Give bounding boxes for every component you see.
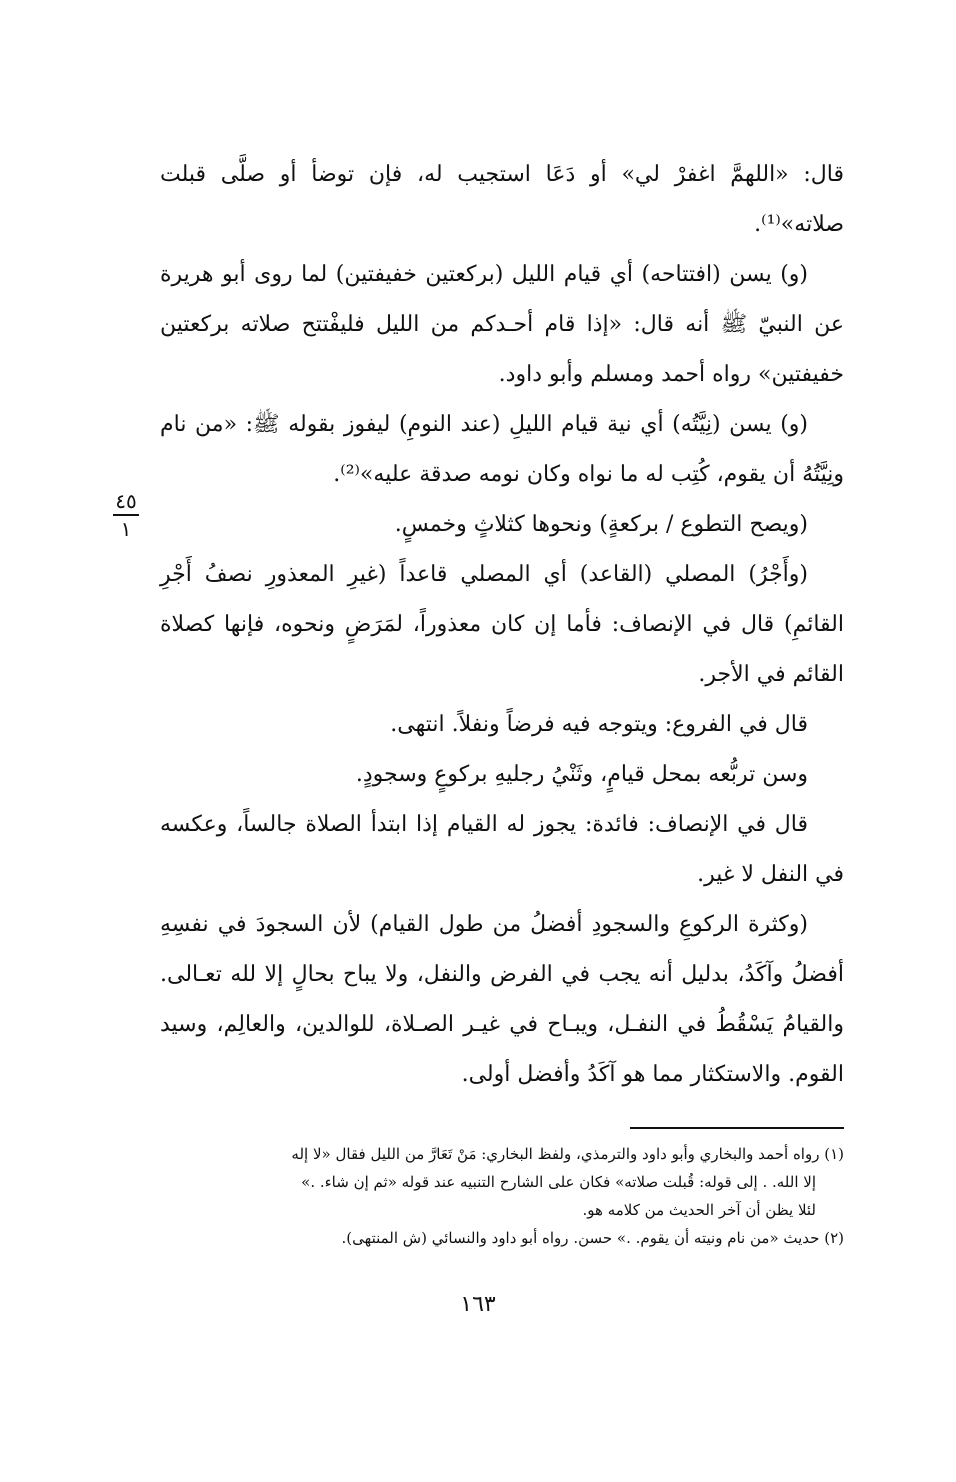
footnote-1-line-3: لئلا يظن أن آخر الحديث من كلامه هو. <box>582 1201 816 1219</box>
paragraph-6: قال في الفروع: ويتوجه فيه فرضاً ونفلاً. انتهى. <box>390 712 808 737</box>
main-text <box>160 150 844 1100</box>
margin-page-reference <box>106 490 146 540</box>
footnote-separator <box>630 1127 844 1129</box>
paragraph-7: وسن تربُّعه بمحل قيامٍ، وثَنْيُ رجليهِ بركوعٍ وسجودٍ. <box>355 762 808 787</box>
paragraph-9: (وكثرة الركوعِ والسجودِ أفضلُ من طول القيام) لأن السجودَ في نفسِهِ أفضلُ وآكَدُ، بدليل أنه يجب في الفرض والنفل، ولا يباح بحالٍ إلا لله تعـالى. والقيامُ يَسْقُطُ في النفـل، ويبـاح في غيـر الصـلاة، للوالدين، والعالِم، وسيد القوم. والاستكثار مما هو آكَدُ وأفضل أولى. <box>160 912 844 1087</box>
footnote-1-line-2: إلا الله. . إلى قوله: قُبلت صلاته» فكان على الشارح التنبيه عند قوله «ثم إن شاء. .» <box>301 1173 816 1191</box>
page-number: ١٦٣ <box>460 1292 496 1317</box>
paragraph-3: (و) يسن (نِيَّتُه) أي نية قيام الليلِ (عند النومِ) ليفوز بقوله ﷺ: «من نام ونِيَّتُهُ أن يقوم، كُتِب له ما نواه وكان نومه صدقة عليه»⁽²⁾. <box>160 412 844 487</box>
footnote-1-line-1: (١) رواه أحمد والبخاري وأبو داود والترمذي، ولفظ البخاري: مَنْ تَعَارَّ من الليل فقال «لا إله <box>291 1145 844 1163</box>
footnote-2: (٢) حديث «من نام ونيته أن يقوم. .» حسن. رواه أبو داود والنسائي (ش المنتهى). <box>341 1229 844 1247</box>
paragraph-1: قال: «اللهمَّ اغفرْ لي» أو دَعَا استجيب له، فإن توضأ أو صلَّى قبلت صلاته»⁽¹⁾. <box>160 162 844 237</box>
paragraph-4: (ويصح التطوع / بركعةٍ) ونحوها كثلاثٍ وخمسٍ. <box>394 512 808 537</box>
paragraph-5: (وأَجْرُ) المصلي (القاعد) أي المصلي قاعداً (غيرِ المعذورِ نصفُ أَجْرِ القائمِ) قال في الإنصاف: فأما إن كان معذوراً، لمَرَضٍ ونحوه، فإنها كصلاة القائم في الأجر. <box>160 562 844 687</box>
footnotes <box>160 1140 844 1252</box>
margin-ref-top: ٤٥ <box>115 489 137 513</box>
paragraph-2: (و) يسن (افتتاحه) أي قيام الليل (بركعتين خفيفتين) لما روى أبو هريرة عن النبيّ ﷺ أنه قال: «إذا قام أحـدكم من الليل فليفْتتح صلاته بركعتين خفيفتين» رواه أحمد ومسلم وأبو داود. <box>160 262 844 387</box>
margin-ref-divider <box>113 514 139 516</box>
paragraph-8: قال في الإنصاف: فائدة: يجوز له القيام إذا ابتدأ الصلاة جالساً، وعكسه في النفل لا غير. <box>160 812 844 887</box>
margin-ref-bottom: ١ <box>120 517 132 541</box>
